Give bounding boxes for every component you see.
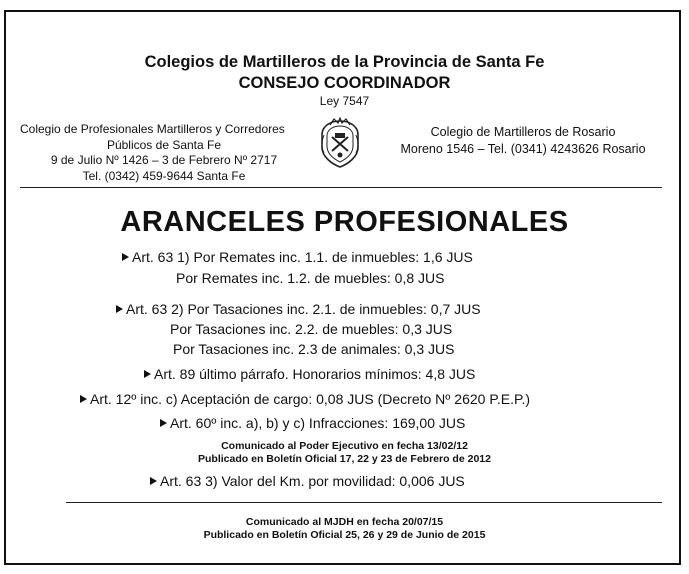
triangle-bullet-icon [160,419,167,427]
footer-divider [66,502,662,503]
document-title: ARANCELES PROFESIONALES [120,206,569,238]
right-college-address: Moreno 1546 – Tel. (0341) 4243626 Rosario [400,141,646,156]
organization-name: Colegios de Martilleros de la Provincia de Santa Fe [144,53,545,71]
seal-emblem-icon [318,117,362,169]
law-reference: Ley 7547 [319,94,370,108]
fee-item-art89: Art. 89 último párrafo. Honorarios mínimos: 4,8 JUS [144,366,475,382]
left-college-info [20,122,308,184]
triangle-bullet-icon [122,253,129,261]
left-college-phone: Tel. (0342) 459-9644 Santa Fe [82,168,246,183]
left-college-line1: Colegio de Profesionales Martilleros y Corredores [20,122,285,136]
triangle-bullet-icon [150,477,157,485]
right-college-info [388,124,658,157]
council-name: CONSEJO COORDINADOR [238,74,451,92]
fee-item-art60: Art. 60º inc. a), b) y c) Infracciones: 169,00 JUS [160,415,465,431]
triangle-bullet-icon [116,305,123,313]
header-divider [20,187,662,188]
triangle-bullet-icon [144,370,151,378]
fee-item-art63-3: Art. 63 3) Valor del Km. por movilidad: 0,006 JUS [150,473,465,489]
triangle-bullet-icon [80,395,87,403]
fee-item-art63-2: Art. 63 2) Por Tasaciones inc. 2.1. de inmuebles: 0,7 JUS [116,301,481,317]
fee-item-art63-1: Art. 63 1) Por Remates inc. 1.1. de inmuebles: 1,6 JUS [122,249,473,265]
fee-item-art63-2c: Por Tasaciones inc. 2.3 de animales: 0,3 JUS [173,341,455,357]
fee-item-art12: Art. 12º inc. c) Aceptación de cargo: 0,08 JUS (Decreto Nº 2620 P.E.P.) [80,391,530,407]
left-college-address: 9 de Julio Nº 1426 – 3 de Febrero Nº 2717 [50,153,278,167]
fee-item-art63-2b: Por Tasaciones inc. 2.2. de muebles: 0,3 JUS [170,321,453,337]
communication-note-2012: Comunicado al Poder Ejecutivo en fecha 13/02/12 Publicado en Boletín Oficial 17, 22 y 23 de Febrero de 2012 [198,440,491,465]
fee-item-art63-1b: Por Remates inc. 1.2. de muebles: 0,8 JUS [176,270,445,286]
right-college-name: Colegio de Martilleros de Rosario [430,125,616,139]
communication-note-2015: Comunicado al MJDH en fecha 20/07/15 Publicado en Boletín Oficial 25, 26 y 29 de Junio de 2015 [203,516,486,541]
left-college-line2: Públicos de Santa Fe [106,137,222,152]
